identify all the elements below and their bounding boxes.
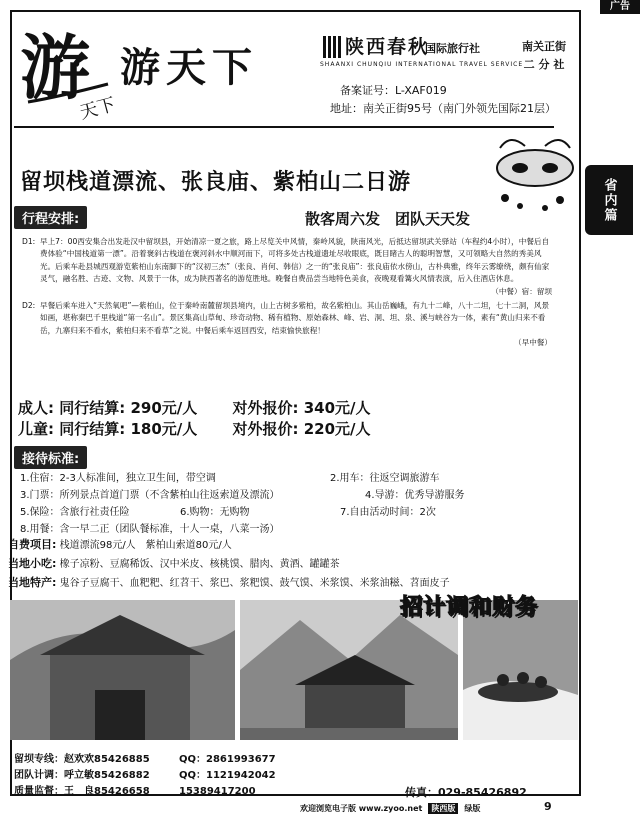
standard-item: 5.保险：含旅行社责任险 [20, 507, 130, 518]
peer-label: 同行结算: [59, 399, 126, 417]
public-price: 340元/人 [303, 399, 371, 417]
itinerary [22, 236, 552, 350]
extras-list [8, 536, 578, 593]
price-row-child [18, 418, 371, 439]
brand-slogan: 游天下 [120, 44, 258, 91]
day-label: D1: [22, 237, 36, 246]
page-footer [300, 803, 480, 814]
standards-list [20, 470, 560, 538]
day-text: 早餐后乘车进入“天然氧吧”—紫柏山，位于秦岭南麓留坝县境内，山上古树多紫柏，故名紫柏山。其山岳巍峨，有九十二峰，八十二坦，七十二洞，风景如画，堪称秦巴千里栈道“第一名山”。景区集高山草甸、珍奇动物、稀有植物、原始森林、峰、岩、洞、坦、泉、溪与峡谷为一体，素有“黄山归来不看岳，九寨归来不看水，紫柏归来不看草”之说。中餐后乘车返回西安，结束愉快旅程！ [40, 301, 550, 335]
day-label: D2: [22, 301, 36, 311]
day-text-block [40, 300, 552, 350]
agency-type: 国际旅行社 [425, 42, 480, 55]
temple-gate-photo [10, 600, 235, 740]
contact-fax: 传真：029-85426892 [405, 786, 527, 799]
page-number: 9 [544, 800, 552, 813]
itinerary-label: 行程安排: [14, 206, 87, 229]
standard-item: 4.导游：优秀导游服务 [365, 490, 465, 501]
carnival-mask-icon [490, 128, 580, 218]
itinerary-day [22, 236, 552, 298]
extra-row [8, 555, 578, 574]
extra-text: 橡子凉粉、豆腐稀饭、汉中米皮、核桃馍、腊肉、黄酒、罐罐茶 [59, 559, 340, 570]
peer-label: 同行结算: [59, 420, 126, 438]
agency-address: 地址：南关正街95号（南门外领先国际21层） [330, 102, 556, 115]
photo-strip [10, 600, 578, 740]
logo-char: 游 [20, 26, 90, 109]
agency-en: SHAANXI CHUNQIU INTERNATIONAL TRAVEL SERVICE [320, 61, 524, 68]
price-who: 成人: [18, 399, 54, 417]
contact-qq: QQ：2861993677 [179, 754, 276, 765]
logo-sub: 天下 [77, 94, 118, 124]
extra-text: 鬼谷子豆腐干、血粑粑、红苕干、浆巴、浆粑馍、鼓气馍、米浆馍、米浆油糍、苕面皮子 [59, 578, 450, 589]
itinerary-day [22, 300, 552, 350]
license-number: 备案证号：L-XAF019 [340, 84, 447, 97]
day-meal: （中餐）宿：留坝 [491, 286, 552, 296]
public-label: 对外报价: [232, 399, 299, 417]
standards-row [20, 504, 560, 521]
standards-row [20, 487, 560, 504]
day-text: 早上7：00西安集合出发赴汉中留坝县，开始清凉一夏之旅，路上尽览关中风情，秦岭风貌，陕南风光，后抵达留坝武关驿站（车程约4小时），中餐后自费体验“中国栈道第一漂”。沿着褒斜古栈道在褒河斜水中顺河而下，可将多处古栈道遗址尽收眼底，既目睹古人的聪明智慧，又可领略大自然的秀美风光。后乘车赴县城西观游览紫柏山东南脚下的“汉初三杰”（张良、肖何、韩信）之一的“张良庙”：张良庙依水傍山，古朴典雅，终年云雾缭绕，颇有仙家灵气，融名胜、古迹、文物、风景于一体，成为陕西著名的游览胜地。晚餐自费品尝当地特色美食，夜晚观看篝火风情表演，后入住酒店休息。 [40, 237, 550, 284]
brush-logo-icon [18, 22, 118, 124]
contact-row [14, 752, 574, 768]
brand-logo [18, 22, 118, 124]
mountain-gate-photo [240, 600, 458, 740]
branch-line1: 南关正街 [522, 40, 566, 53]
contact-person: 团队计调：呼立敏85426882 [14, 770, 150, 781]
price-who: 儿童: [18, 420, 54, 438]
agency-cn: 陕西春秋 [345, 36, 430, 58]
ad-tag: 广告 [600, 0, 640, 14]
contact-phone: 15389417200 [179, 786, 256, 797]
standard-item: 6.购物：无购物 [180, 507, 250, 518]
public-label: 对外报价: [232, 420, 299, 438]
contact-person: 留坝专线：赵欢欢85426885 [14, 754, 150, 765]
day-meal: （早中餐） [514, 338, 552, 348]
footer-text[interactable]: 欢迎浏览电子版 www.zyoo.net [300, 804, 423, 813]
extra-label: 当地特产: [8, 576, 57, 589]
rafting-photo [463, 600, 578, 740]
standard-item: 3.门票：所列景点首道门票（不含紫柏山往返索道及漂流） [20, 490, 280, 501]
peer-price: 180元/人 [130, 420, 198, 438]
side-tab-province: 省内篇 [585, 165, 633, 235]
schedule-tag: 散客周六发 团队天天发 [305, 210, 471, 228]
edition-color: 绿版 [464, 804, 481, 813]
contact-qq: QQ：1121942042 [179, 770, 276, 781]
standards-row [20, 470, 560, 487]
branch-line2: 二 分 社 [523, 58, 565, 71]
standards-label: 接待标准: [14, 446, 87, 469]
branch-name [522, 38, 566, 74]
standard-item: 1.住宿：2-3人标准间，独立卫生间，带空调 [20, 473, 216, 484]
contact-person: 质量监督：王 良85426658 [14, 786, 150, 797]
standard-item: 2.用车：往返空调旅游车 [330, 473, 440, 484]
header-divider [14, 126, 554, 128]
extra-text: 栈道漂流98元/人 紫柏山索道80元/人 [59, 540, 232, 551]
peer-price: 290元/人 [130, 399, 198, 417]
standard-item: 7.自由活动时间：2次 [340, 507, 436, 518]
day-text-block [40, 236, 552, 298]
standard-item: 8.用餐：含一早二正（团队餐标准，十人一桌，八菜一汤） [20, 524, 280, 535]
edition-tag: 陕西版 [428, 803, 458, 814]
extra-label: 当地小吃: [8, 557, 57, 570]
public-price: 220元/人 [303, 420, 371, 438]
contact-row [14, 768, 574, 784]
tour-title: 留坝栈道漂流、张良庙、紫柏山二日游 [20, 169, 412, 195]
recruit-banner: 招计调和财务 [400, 594, 539, 620]
extra-label: 自费项目: [8, 538, 57, 551]
extra-row [8, 536, 578, 555]
price-row-adult [18, 397, 371, 418]
